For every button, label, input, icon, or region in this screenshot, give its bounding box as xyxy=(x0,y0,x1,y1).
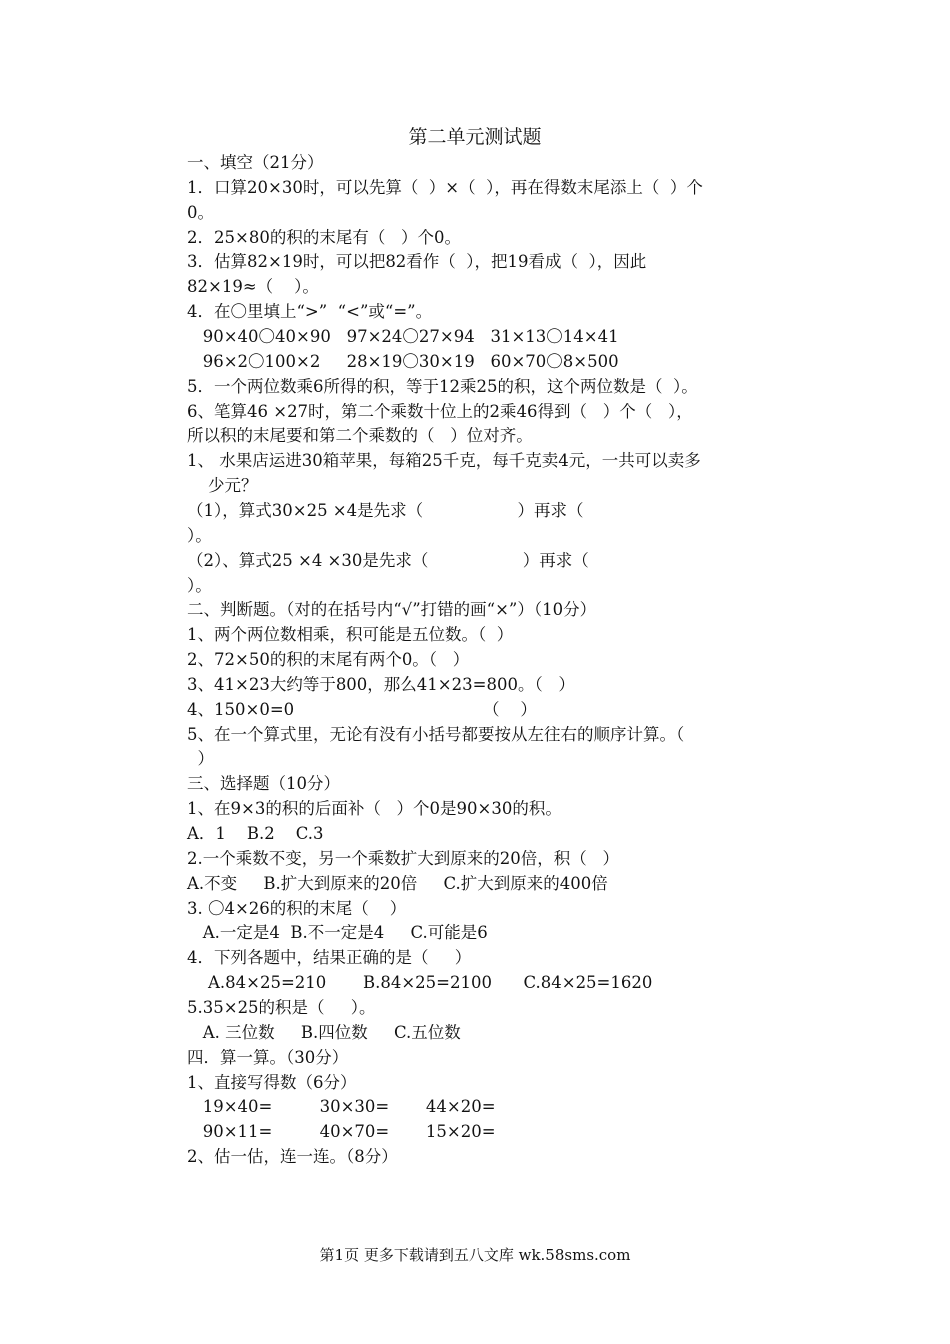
text-line: 3. 〇4×26的积的末尾（ ） xyxy=(187,898,407,918)
text-line: 19×40= 30×30= 44×20= xyxy=(187,1097,496,1117)
text-line: 5.35×25的积是（ ）。 xyxy=(187,997,376,1017)
text-line: A．1 B.2 C.3 xyxy=(187,824,324,843)
text-line: 1、 水果店运进30箱苹果，每箱25千克，每千克卖4元，一共可以卖多 xyxy=(187,451,701,471)
text-line: 1．口算20×30时，可以先算（ ）×（ ），再在得数末尾添上（ ）个 xyxy=(187,177,703,197)
page-title: 第二单元测试题 xyxy=(408,126,542,148)
text-line: 82×19≈（ ）。 xyxy=(187,277,319,297)
text-line: A.不变 B.扩大到原来的20倍 C.扩大到原来的400倍 xyxy=(187,873,608,893)
text-line: 4．下列各题中，结果正确的是（ ） xyxy=(187,948,472,968)
text-line: ）。 xyxy=(187,525,212,545)
text-line: 6、笔算46 ×27时，第二个乘数十位上的2乘46得到（ ）个（ ）， xyxy=(187,401,693,421)
text-line: 2、估一估，连一连。（8分） xyxy=(187,1147,398,1166)
text-line: 三、选择题（10分） xyxy=(187,774,340,794)
text-line: 二、判断题。（对的在括号内“√”打错的画“×”）（10分） xyxy=(187,600,597,620)
text-line: A.84×25=210 B.84×25=2100 C.84×25=1620 xyxy=(187,973,653,993)
text-line: 1、直接写得数（6分） xyxy=(187,1072,357,1092)
text-line: 3．估算82×19时，可以把82看作（ ），把19看成（ ），因此 xyxy=(187,252,647,272)
text-line: 1、在9×3的积的后面补（ ）个0是90×30的积。 xyxy=(187,799,562,819)
text-line: 90×40〇40×90 97×24〇27×94 31×13〇14×41 xyxy=(187,327,619,346)
text-line: 2、72×50的积的末尾有两个0。（ ） xyxy=(187,650,470,669)
text-line: 5．一个两位数乘6所得的积，等于12乘25的积，这个两位数是（ ）。 xyxy=(187,376,698,396)
text-line: A.一定是4 B.不一定是4 C.可能是6 xyxy=(187,923,488,943)
text-line: 0。 xyxy=(187,202,214,222)
text-line: 4、150×0=0 （ ） xyxy=(187,699,537,719)
text-line: 所以积的末尾要和第二个乘数的（ ）位对齐。 xyxy=(187,426,533,446)
text-line: 96×2〇100×2 28×19〇30×19 60×70〇8×500 xyxy=(187,351,619,371)
text-line: 1、两个两位数相乘，积可能是五位数。（ ） xyxy=(187,625,514,645)
text-line: 3、41×23大约等于800，那么41×23=800。（ ） xyxy=(187,674,575,694)
text-line: 90×11= 40×70= 15×20= xyxy=(187,1122,496,1142)
text-line: ） xyxy=(187,749,214,769)
text-line: 2.一个乘数不变，另一个乘数扩大到原来的20倍，积（ ） xyxy=(187,848,619,868)
text-line: ）。 xyxy=(187,575,212,595)
text-line: 2．25×80的积的末尾有（ ）个0。 xyxy=(187,227,462,247)
text-line: 少元？ xyxy=(187,476,258,496)
text-line: 5、在一个算式里，无论有没有小括号都要按从左往右的顺序计算。（ xyxy=(187,724,685,744)
text-line: （1），算式30×25 ×4是先求（ ）再求（ xyxy=(187,500,584,520)
page-footer: 第1页 更多下载请到五八文库 wk.58sms.com xyxy=(319,1246,631,1264)
text-line: A. 三位数 B.四位数 C.五位数 xyxy=(187,1022,461,1042)
text-line: 4．在〇里填上“>” “<”或“=”。 xyxy=(187,302,433,322)
text-line: 四．算一算。（30分） xyxy=(187,1047,349,1067)
text-line: （2）、算式25 ×4 ×30是先求（ ）再求（ xyxy=(187,550,589,570)
text-line: 一、填空（21分） xyxy=(187,153,324,172)
